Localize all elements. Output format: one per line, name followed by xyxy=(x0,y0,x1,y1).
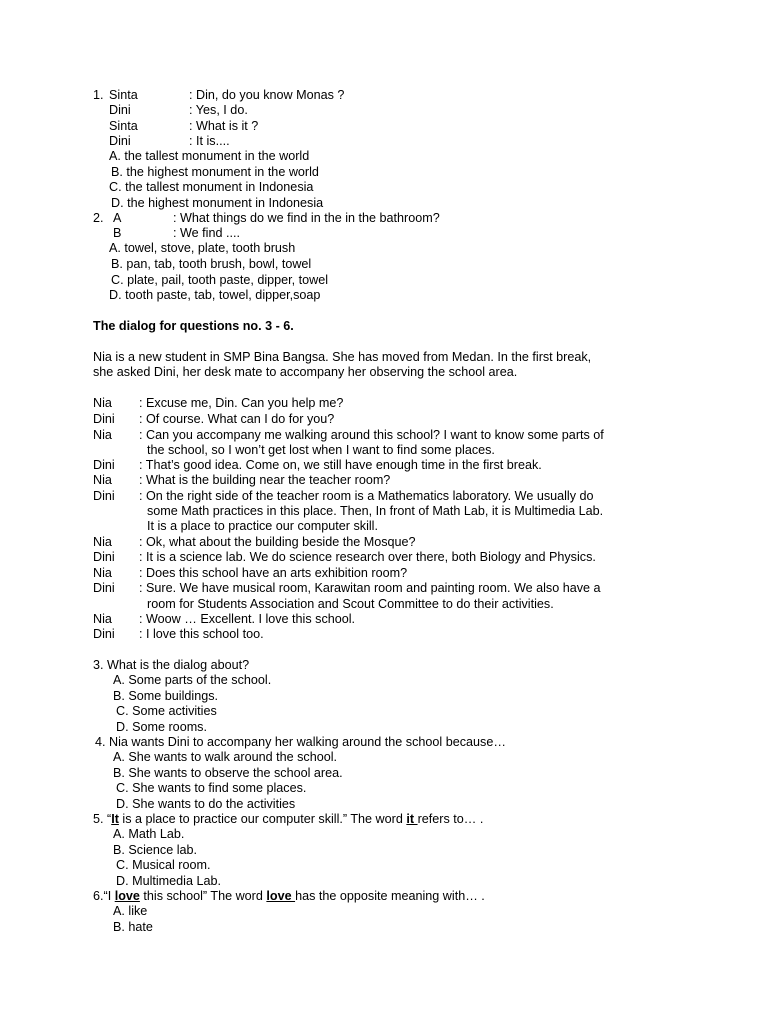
dialog-speaker: Nia xyxy=(93,396,112,410)
dialog-speaker: Nia xyxy=(93,535,112,549)
q1-speaker-1: Sinta xyxy=(109,88,138,102)
dialog-speaker: Nia xyxy=(93,566,112,580)
dialog-speaker: Dini xyxy=(93,581,115,595)
dialog-line: : I love this school too. xyxy=(139,627,264,641)
dialog-line: room for Students Association and Scout Committee to do their activities. xyxy=(147,597,554,611)
q6-option-b: B. hate xyxy=(113,920,153,934)
q2-speaker-2: B xyxy=(113,226,122,240)
q5-stem-part: 5. “ xyxy=(93,812,112,826)
q2-speaker-1: A xyxy=(113,211,122,225)
dialog-line: some Math practices in this place. Then, In front of Math Lab, it is Multimedia Lab. xyxy=(147,504,604,518)
dialog-line: : Does this school have an arts exhibition room? xyxy=(139,566,408,580)
dialog-line: : It is a science lab. We do science research over there, both Biology and Physics. xyxy=(139,550,596,564)
q5-keyword: It xyxy=(111,812,119,826)
q6-stem xyxy=(93,889,485,904)
q1-line-4: : It is.... xyxy=(189,134,230,148)
q1-speaker-4: Dini xyxy=(109,134,131,148)
q2-option-a: A. towel, stove, plate, tooth brush xyxy=(109,241,296,255)
q1-option-c: C. the tallest monument in Indonesia xyxy=(109,180,314,194)
q1-option-d: D. the highest monument in Indonesia xyxy=(111,196,324,210)
dialog-speaker: Dini xyxy=(93,489,115,503)
dialog-speaker: Nia xyxy=(93,473,112,487)
q3-stem: 3. What is the dialog about? xyxy=(93,658,250,672)
intro-line-1: Nia is a new student in SMP Bina Bangsa. She has moved from Medan. In the first break, xyxy=(93,350,592,364)
dialog-line: : What is the building near the teacher room? xyxy=(139,473,391,487)
q1-speaker-2: Dini xyxy=(109,103,131,117)
q6-stem-part: 6.“I xyxy=(93,889,115,903)
q5-option-b: B. Science lab. xyxy=(113,843,198,857)
q3-option-a: A. Some parts of the school. xyxy=(113,673,272,687)
dialog-speaker: Dini xyxy=(93,550,115,564)
q5-option-d: D. Multimedia Lab. xyxy=(116,874,221,888)
q3-option-d: D. Some rooms. xyxy=(116,720,207,734)
q4-option-c: C. She wants to find some places. xyxy=(116,781,307,795)
q2-number: 2. xyxy=(93,211,104,225)
q2-line-2: : We find .... xyxy=(173,226,240,240)
dialog-speaker: Dini xyxy=(93,412,115,426)
q6-option-a: A. like xyxy=(113,904,148,918)
dialog-line: : Of course. What can I do for you? xyxy=(139,412,335,426)
q1-line-2: : Yes, I do. xyxy=(189,103,248,117)
q5-option-a: A. Math Lab. xyxy=(113,827,185,841)
q6-stem-part: this school” The word xyxy=(139,889,267,903)
dialog-line: : Excuse me, Din. Can you help me? xyxy=(139,396,344,410)
dialog-line: : Can you accompany me walking around this school? I want to know some parts of xyxy=(139,428,604,442)
q6-keyword: love xyxy=(114,889,140,903)
q2-line-1: : What things do we find in the in the bathroom? xyxy=(173,211,440,225)
q1-line-1: : Din, do you know Monas ? xyxy=(189,88,345,102)
dialog-line: : That’s good idea. Come on, we still have enough time in the first break. xyxy=(139,458,542,472)
q1-option-b: B. the highest monument in the world xyxy=(111,165,319,179)
dialog-speaker: Nia xyxy=(93,612,112,626)
dialog-line: the school, so I won’t get lost when I want to find some places. xyxy=(147,443,495,457)
q2-option-b: B. pan, tab, tooth brush, bowl, towel xyxy=(111,257,312,271)
dialog-line: It is a place to practice our computer skill. xyxy=(147,519,378,533)
q6-keyword: love xyxy=(266,889,296,903)
dialog-heading: The dialog for questions no. 3 - 6. xyxy=(93,319,294,333)
dialog-speaker: Nia xyxy=(93,428,112,442)
q5-stem-part: is a place to practice our computer skill.” The word xyxy=(118,812,407,826)
q5-stem-part: refers to… . xyxy=(417,812,484,826)
intro-line-2: she asked Dini, her desk mate to accompany her observing the school area. xyxy=(93,365,518,379)
q5-keyword: it xyxy=(406,812,418,826)
q3-option-c: C. Some activities xyxy=(116,704,217,718)
q1-line-3: : What is it ? xyxy=(189,119,259,133)
dialog-line: : Sure. We have musical room, Karawitan room and painting room. We also have a xyxy=(139,581,601,595)
dialog-line: : On the right side of the teacher room is a Mathematics laboratory. We usually do xyxy=(139,489,594,503)
dialog-speaker: Dini xyxy=(93,627,115,641)
q6-stem-part: has the opposite meaning with… . xyxy=(295,889,485,903)
q4-option-a: A. She wants to walk around the school. xyxy=(113,750,338,764)
q1-option-a: A. the tallest monument in the world xyxy=(109,149,310,163)
q4-option-d: D. She wants to do the activities xyxy=(116,797,296,811)
q1-speaker-3: Sinta xyxy=(109,119,138,133)
q5-option-c: C. Musical room. xyxy=(116,858,211,872)
q1-number: 1. xyxy=(93,88,104,102)
dialog-line: : Ok, what about the building beside the Mosque? xyxy=(139,535,416,549)
q3-option-b: B. Some buildings. xyxy=(113,689,219,703)
dialog-line: : Woow … Excellent. I love this school. xyxy=(139,612,356,626)
q2-option-d: D. tooth paste, tab, towel, dipper,soap xyxy=(109,288,321,302)
dialog-speaker: Dini xyxy=(93,458,115,472)
q4-stem: 4. Nia wants Dini to accompany her walking around the school because… xyxy=(95,735,506,749)
q5-stem xyxy=(93,812,483,827)
q4-option-b: B. She wants to observe the school area. xyxy=(113,766,343,780)
q2-option-c: C. plate, pail, tooth paste, dipper, towel xyxy=(111,273,329,287)
